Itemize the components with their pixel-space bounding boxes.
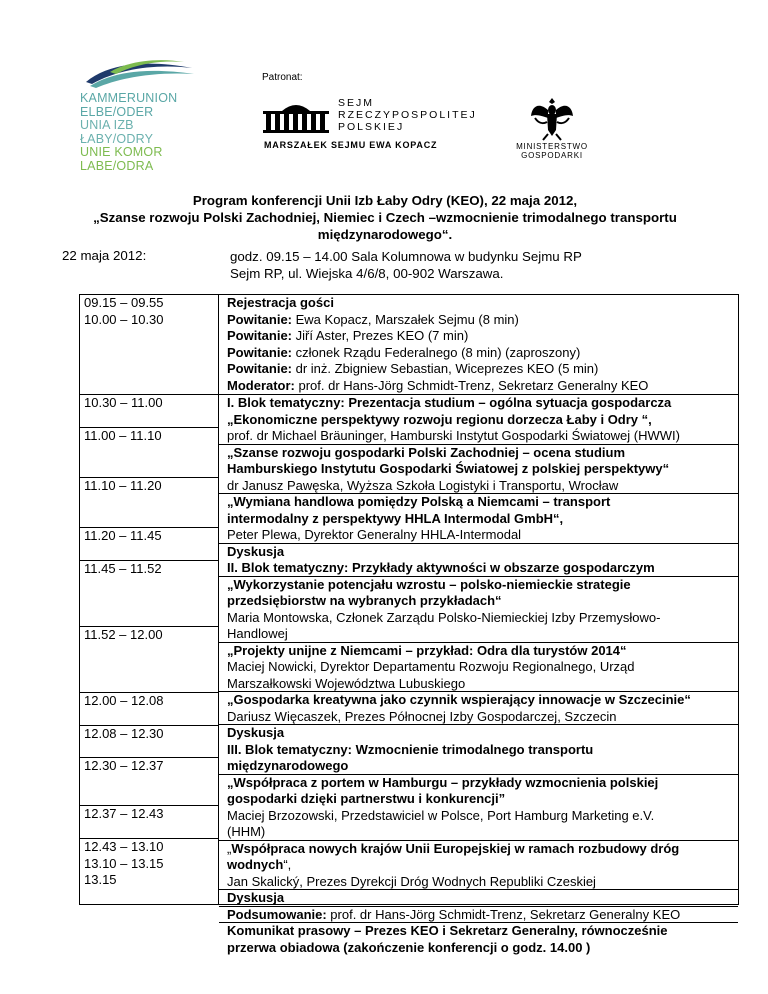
entry-text: Peter Plewa, Dyrektor Generalny HHLA-Intermodal: [227, 527, 522, 542]
entry-line: [227, 312, 738, 329]
entry-text: dr Janusz Pawęska, Wyższa Szkoła Logistyki i Transportu, Wrocław: [227, 477, 619, 493]
time-slot: 11.52 – 12.00: [84, 627, 163, 642]
entry-line: [227, 527, 738, 544]
title-line: Program konferencji Unii Izb Łaby Odry (KEO), 22 maja 2012,: [192, 193, 578, 208]
entry-text: Jan Skalický, Prezes Dyrekcji Dróg Wodnych Republiki Czeskiej: [227, 873, 596, 889]
entry-text-bold: przedsiębiorstw na wybranych przykładach“: [227, 593, 502, 608]
keo-logo-line: KAMMERUNION: [80, 91, 178, 105]
time-slot: 11.20 – 11.45: [84, 528, 162, 543]
entry-line: [227, 841, 738, 858]
date-info-line: Sejm RP, ul. Wiejska 4/6/8, 00-902 Warszawa.: [230, 266, 504, 281]
time-slot: 12.08 – 12.30: [84, 726, 164, 741]
time-cell: [80, 477, 218, 495]
entry-line: [227, 626, 738, 643]
time-column: [80, 295, 219, 904]
entry-text-bold: Hamburskiego Instytutu Gospodarki Światowej z polskiej perspektywy“: [227, 461, 670, 476]
entry-text-bold: „Ekonomiczne perspektywy rozwoju regionu dorzecza Łaby i Odry “,: [227, 411, 652, 427]
entry-line: [227, 361, 738, 378]
time-cell: [80, 427, 218, 445]
entry-text: Ewa Kopacz, Marszałek Sejmu (8 min): [292, 311, 519, 327]
entry-text-bold: Dyskusja: [227, 890, 285, 905]
entry-line: [227, 791, 738, 808]
conference-title: [60, 192, 710, 243]
program-entry: [219, 394, 738, 445]
time-cell: [80, 838, 218, 889]
program-entry: [219, 543, 738, 577]
entry-line: [227, 395, 738, 412]
program-table: [79, 294, 739, 955]
keo-logo-line: ELBE/ODER: [80, 104, 154, 119]
entry-line: [227, 445, 738, 462]
entry-text-bold: III. Blok tematyczny: Wzmocnienie trimodalnego transportu: [227, 741, 594, 757]
entry-text-bold: Komunikat prasowy – Prezes KEO i Sekretarz Generalny, równocześnie: [227, 923, 668, 938]
entry-line: [227, 328, 738, 345]
time-slot: 10.00 – 10.30: [84, 311, 164, 327]
entry-line: [227, 692, 738, 709]
time-cell: [80, 295, 218, 328]
entry-line: [227, 511, 738, 528]
time-slot: 11.00 – 11.10: [84, 428, 162, 443]
entry-line: [227, 659, 738, 676]
entry-line: [227, 758, 738, 775]
program-entry: [219, 922, 738, 956]
program-entry: [219, 691, 738, 725]
title-line: międzynarodowego“.: [317, 227, 453, 242]
keo-logo-line: LABE/ODRA: [80, 158, 154, 173]
time-slot: 13.15: [84, 872, 117, 887]
entry-text-bold: Rejestracja gości: [227, 295, 334, 310]
entry-line: [227, 478, 738, 495]
time-slot: 09.15 – 09.55: [84, 295, 164, 310]
keo-logo-line: UNIE KOMOR: [80, 145, 163, 159]
time-slot: 12.43 – 13.10: [84, 839, 164, 854]
entry-text: prof. dr Hans-Jörg Schmidt-Trenz, Sekretarz Generalny KEO: [326, 906, 681, 922]
sejm-logo-text: RZECZYPOSPOLITEJ: [338, 109, 477, 121]
patronat-label: Patronat:: [262, 72, 303, 83]
entry-text: Dariusz Więcaszek, Prezes Północnej Izby Gospodarczej, Szczecin: [227, 708, 617, 724]
time-slot: 13.10 – 13.15: [84, 855, 164, 871]
program-entry: [219, 889, 738, 907]
sejm-building-icon: [262, 101, 330, 133]
time-slot: 12.30 – 12.37: [84, 758, 164, 773]
ministry-logo-text: GOSPODARKI: [521, 151, 583, 160]
entry-text-bold: Dyskusja: [227, 543, 285, 559]
date-info-line: godz. 09.15 – 14.00 Sala Kolumnowa w budynku Sejmu RP: [230, 249, 582, 264]
entry-line: [227, 923, 738, 940]
entry-line: [227, 560, 738, 577]
entry-text: Maciej Brzozowski, Przedstawiciel w Polsce, Port Hamburg Marketing e.V.: [227, 807, 655, 823]
entry-line: [227, 725, 738, 742]
entry-line: [227, 461, 738, 478]
entry-text: (HHM): [227, 824, 266, 839]
entry-text-bold: I. Blok tematyczny: Prezentacja studium – ogólna sytuacja gospodarcza: [227, 395, 672, 410]
keo-swoosh-icon: [80, 56, 200, 92]
entry-line: [227, 742, 738, 759]
program-entry: [219, 774, 738, 841]
time-slot: 12.37 – 12.43: [84, 806, 164, 821]
time-cell: [80, 805, 218, 823]
content-column: [219, 295, 738, 955]
entry-line: [227, 824, 738, 841]
program-entry: [219, 642, 738, 693]
entry-text-bold: Dyskusja: [227, 725, 285, 740]
time-cell: [80, 692, 218, 710]
kammerunion-logo: [80, 56, 200, 173]
entry-text: członek Rządu Federalnego (8 min) (zaproszony): [292, 344, 581, 360]
entry-line: [227, 428, 738, 445]
program-entry: [219, 724, 738, 775]
entry-text: Marszałkowski Województwa Lubuskiego: [227, 675, 466, 691]
entry-text: prof. dr Hans-Jörg Schmidt-Trenz, Sekretarz Generalny KEO: [294, 377, 649, 393]
entry-text-bold: Moderator:: [227, 377, 295, 393]
entry-line: [227, 345, 738, 362]
entry-text-bold: międzynarodowego: [227, 758, 349, 773]
program-entry: [219, 444, 738, 495]
entry-text-bold: przerwa obiadowa (zakończenie konferencji o godz. 14.00 ): [227, 939, 591, 955]
program-entry: [219, 295, 738, 394]
entry-line: [227, 593, 738, 610]
entry-text-bold: „Wymiana handlowa pomiędzy Polską a Niemcami – transport: [227, 494, 611, 509]
entry-text-bold: Współpraca nowych krajów Unii Europejskiej w ramach rozbudowy dróg: [231, 840, 680, 856]
eagle-emblem-icon: [529, 94, 575, 142]
entry-line: [227, 577, 738, 594]
program-entry: [219, 493, 738, 544]
entry-line: [227, 544, 738, 561]
keo-logo-line: ŁABY/ODRY: [80, 131, 154, 146]
entry-text: prof. dr Michael Bräuninger, Hamburski Instytut Gospodarki Światowej (HWWI): [227, 428, 680, 443]
entry-text-bold: „Gospodarka kreatywna jako czynnik wspierający innowacje w Szczecinie“: [227, 692, 691, 707]
sejm-logo-text: POLSKIEJ: [338, 121, 405, 133]
entry-text-bold: II. Blok tematyczny: Przykłady aktywności w obszarze gospodarczym: [227, 560, 655, 575]
entry-line: [227, 643, 738, 660]
entry-text: Maria Montowska, Członek Zarządu Polsko-Niemieckiej Izby Przemysłowo-: [227, 609, 661, 625]
keo-logo-line: UNIA IZB: [80, 118, 134, 132]
sejm-caption: MARSZAŁEK SEJMU EWA KOPACZ: [264, 140, 438, 150]
time-cell: [80, 394, 218, 412]
entry-text-bold: „Wykorzystanie potencjału wzrostu – polsko-niemieckie strategie: [227, 576, 631, 592]
time-slot: 11.45 – 11.52: [84, 561, 162, 576]
program-entry: [219, 576, 738, 643]
entry-line: [227, 709, 738, 726]
entry-text-bold: Powitanie:: [227, 361, 293, 376]
entry-line: [227, 857, 738, 874]
entry-line: [227, 907, 738, 924]
time-cell: [80, 725, 218, 743]
entry-line: [227, 412, 738, 429]
entry-text-bold: Powitanie:: [227, 311, 293, 327]
entry-text: Handlowej: [227, 626, 288, 641]
entry-text: “,: [283, 857, 292, 872]
time-slot: 12.00 – 12.08: [84, 693, 164, 708]
title-line: „Szanse rozwoju Polski Zachodniej, Niemiec i Czech –wzmocnienie trimodalnego transportu: [93, 210, 677, 225]
entry-line: [227, 890, 738, 907]
program-entry: [219, 906, 738, 924]
entry-text-bold: Powitanie:: [227, 344, 293, 360]
ministry-logo-text: MINISTERSTWO: [516, 142, 588, 151]
entry-line: [227, 610, 738, 627]
entry-line: [227, 874, 738, 891]
entry-text-bold: gospodarki dzięki partnerstwu i konkurencji”: [227, 791, 506, 806]
entry-text-bold: Podsumowanie:: [227, 906, 327, 922]
entry-line: [227, 775, 738, 792]
entry-line: [227, 494, 738, 511]
entry-line: [227, 808, 738, 825]
sejm-logo-text: SEJM: [338, 97, 375, 109]
time-cell: [80, 626, 218, 644]
entry-line: [227, 676, 738, 693]
ministry-logo: [512, 94, 592, 160]
entry-text-bold: wodnych: [227, 857, 284, 872]
date-info: [230, 248, 582, 282]
entry-line: [227, 940, 738, 957]
time-slot: 10.30 – 11.00: [84, 395, 163, 410]
program-entry: [219, 840, 738, 891]
entry-text-bold: Powitanie:: [227, 328, 293, 343]
entry-line: [227, 295, 738, 312]
entry-text: Jiří Aster, Prezes KEO (7 min): [292, 328, 469, 343]
date-label: 22 maja 2012:: [62, 248, 147, 263]
entry-text-bold: intermodalny z perspektywy HHLA Intermodal GmbH“,: [227, 510, 564, 526]
time-cell: [80, 527, 218, 545]
entry-text: „: [227, 840, 232, 856]
entry-text-bold: „Projekty unijne z Niemcami – przykład: Odra dla turystów 2014“: [227, 642, 627, 658]
time-cell: [80, 757, 218, 775]
entry-text: dr inż. Zbigniew Sebastian, Wiceprezes KEO (5 min): [292, 361, 599, 376]
entry-text-bold: „Szanse rozwoju gospodarki Polski Zachodniej – ocena studium: [227, 444, 626, 460]
entry-line: [227, 378, 738, 395]
entry-text-bold: „Współpraca z portem w Hamburgu – przykłady wzmocnienia polskiej: [227, 774, 659, 790]
time-slot: 11.10 – 11.20: [84, 478, 162, 493]
entry-text: Maciej Nowicki, Dyrektor Departamentu Rozwoju Regionalnego, Urząd: [227, 659, 635, 674]
time-cell: [80, 560, 218, 578]
